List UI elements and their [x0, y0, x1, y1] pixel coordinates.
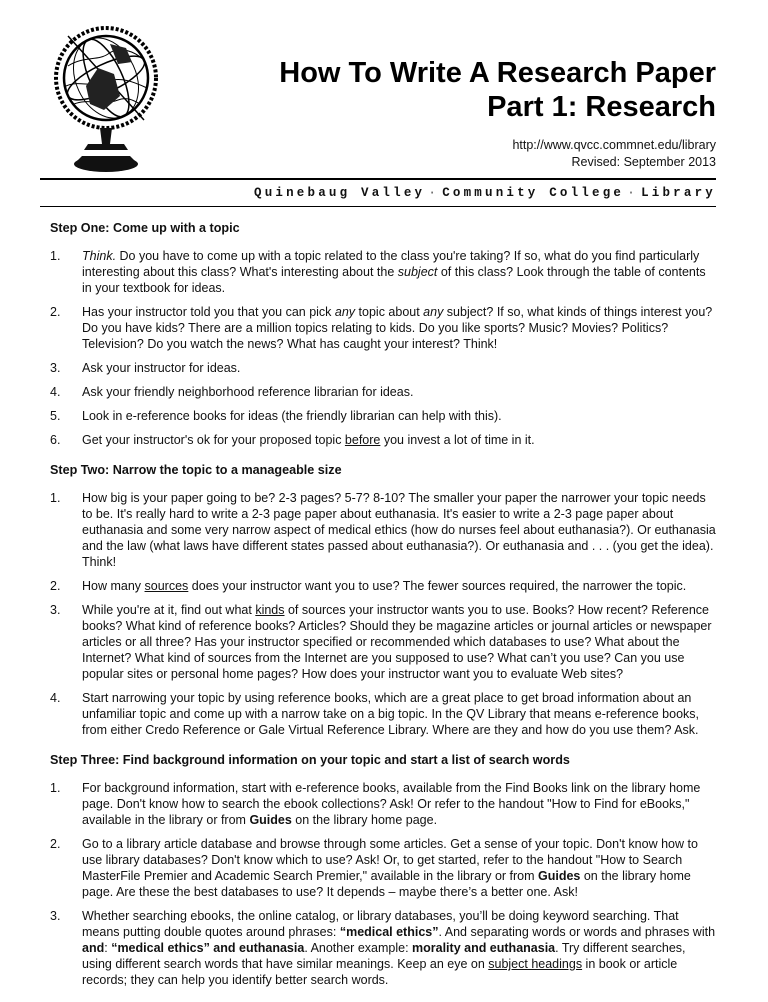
- list-item: [50, 384, 716, 400]
- bold-text: morality and euthanasia: [412, 941, 556, 955]
- banner-part-2: Community College: [442, 186, 625, 200]
- italic-text: Think.: [82, 249, 117, 263]
- list-number: 6.: [50, 433, 61, 447]
- text-run: you invest a lot of time in it.: [380, 433, 535, 447]
- list-number: 3.: [50, 603, 61, 617]
- text-run: While you're at it, find out what: [82, 603, 256, 617]
- list-number: 2.: [50, 305, 61, 319]
- list-number: 3.: [50, 909, 61, 923]
- list-item: [50, 432, 716, 448]
- list-number: 5.: [50, 409, 61, 423]
- list-number: 4.: [50, 385, 61, 399]
- text-run: . Try different searches, using different search words that have similar meanings. Keep an eye on: [82, 941, 686, 971]
- bold-text: “medical ethics” and euthanasia: [111, 941, 305, 955]
- italic-text: subject: [397, 265, 438, 279]
- list-item: [50, 490, 716, 570]
- document-body: [50, 220, 716, 1002]
- text-run: of sources your instructor wants you to use. Books? How recent? Reference books? What kind of reference books? Articles? Should they be magazine articles or journal articles or newspaper articles or all three? Has your instructor specified or recommended which databases to use? What about the Internet? What kind of sources from the Internet are you supposed to use? What can’t you use? Can you use popular sites or personal home pages? How does your instructor want you to evaluate Web sites?: [82, 603, 712, 681]
- globe-logo-icon: [48, 16, 160, 176]
- text-run: Has your instructor told you that you can pick: [82, 305, 335, 319]
- step-heading: Step Three: Find background information on your topic and start a list of search words: [50, 753, 570, 767]
- text-run: Whether searching ebooks, the online catalog, or library databases, you’ll be doing keyword searching. That means putting double quotes around phrases:: [82, 909, 679, 939]
- list-item: [50, 408, 716, 424]
- list-number: 4.: [50, 691, 61, 705]
- bold-text: Guides: [249, 813, 292, 827]
- title-line-2: Part 1: Research: [487, 91, 716, 123]
- list-number: 1.: [50, 491, 61, 505]
- banner-part-1: Quinebaug Valley: [254, 186, 426, 200]
- step-list: [50, 490, 716, 738]
- list-number: 2.: [50, 579, 61, 593]
- text-run: For background information, start with e-reference books, available from the Find Books link on the library home page. Don't know how to search the ebook collections? Ask! Or refer to the handout "How to Find for eBooks," available in the library or from: [82, 781, 701, 827]
- text-run: does your instructor want you to use? The fewer sources required, the narrower the topic.: [188, 579, 687, 593]
- text-run: of this class? Look through the table of contents in your textbook for ideas.: [82, 265, 706, 295]
- list-item: [50, 908, 716, 988]
- bold-text: Guides: [538, 869, 581, 883]
- title-line-1: How To Write A Research Paper: [279, 57, 716, 89]
- italic-text: any: [334, 305, 356, 319]
- list-item: [50, 248, 716, 296]
- text-run: How many: [82, 579, 145, 593]
- header-meta: [512, 137, 716, 171]
- list-number: 1.: [50, 781, 61, 795]
- bold-text: “medical ethics”: [339, 925, 439, 939]
- text-run: Ask your instructor for ideas.: [82, 361, 241, 375]
- banner-part-3: Library: [641, 186, 716, 200]
- list-item: [50, 304, 716, 352]
- list-item: [50, 690, 716, 738]
- text-run: on the library home page.: [291, 813, 438, 827]
- list-item: [50, 780, 716, 828]
- step-list: [50, 248, 716, 448]
- list-item: [50, 578, 716, 594]
- page-title: [279, 56, 716, 124]
- banner-separator-1: ·: [428, 186, 440, 200]
- text-run: Start narrowing your topic by using reference books, which are a great place to get broad information about an unfamiliar topic and come up with a narrow take on a big topic. In the QV Library that means e-reference books, from either Credo Reference or Gale Virtual Reference Library. Where are they and how do you use them? Ask.: [82, 691, 699, 737]
- list-item: [50, 836, 716, 900]
- text-run: topic about: [355, 305, 424, 319]
- list-item: [50, 602, 716, 682]
- text-run: on the library home page. Are these the best databases to use? It depends – maybe there’s a better one. Ask!: [82, 869, 691, 899]
- underlined-text: before: [344, 433, 381, 447]
- banner-separator-2: ·: [627, 186, 638, 200]
- step-heading: Step One: Come up with a topic: [50, 221, 240, 235]
- text-run: Get your instructor's ok for your proposed topic: [82, 433, 345, 447]
- header-rule-bottom: [40, 206, 716, 207]
- list-number: 1.: [50, 249, 61, 263]
- library-url[interactable]: http://www.qvcc.commnet.edu/library: [512, 138, 716, 152]
- bold-text: and: [82, 941, 105, 955]
- underlined-text: subject headings: [488, 957, 583, 971]
- text-run: :: [104, 941, 112, 955]
- text-run: Ask your friendly neighborhood reference librarian for ideas.: [82, 385, 414, 399]
- list-number: 2.: [50, 837, 61, 851]
- text-run: Do you have to come up with a topic related to the class you're taking? If so, what do you find particularly interesting about this class? What's interesting about the: [82, 249, 700, 279]
- header-rule-top: [40, 178, 716, 180]
- list-item: [50, 360, 716, 376]
- college-banner: [254, 186, 716, 200]
- step-list: [50, 780, 716, 988]
- underlined-text: kinds: [255, 603, 285, 617]
- step-heading: Step Two: Narrow the topic to a manageable size: [50, 463, 342, 477]
- list-number: 3.: [50, 361, 61, 375]
- revised-date: Revised: September 2013: [571, 155, 716, 169]
- underlined-text: sources: [144, 579, 189, 593]
- text-run: in book or article records; they can help you identify better search words.: [82, 957, 678, 987]
- italic-text: any: [423, 305, 444, 319]
- text-run: . Another example:: [304, 941, 413, 955]
- text-run: subject? If so, what kinds of things interest you? Do you have kids? There are a million topics relating to kids. Do you like sports? Music? Movies? Politics? Television? Do you watch the news? What has caught your interest? Think!: [82, 305, 713, 351]
- text-run: Go to a library article database and browse through some articles. Get a sense of your topic. Don't know how to use library databases? Don't know which to use? Ask! Or, to get started, refer to the handout "How to Search MasterFile Premier and Academic Search Premier," available in the library or from: [82, 837, 698, 883]
- text-run: How big is your paper going to be? 2-3 pages? 5-7? 8-10? The smaller your paper the narrower your topic needs to be. It's really hard to write a 2-3 page paper about euthanasia. It's easier to write a 2-3 page paper about euthanasia and some very narrow aspect of medical ethics (how do nurses feel about euthanasia?). Or euthanasia and the law (what laws have different states passed about euthanasia?). Or euthanasia and . . . (you get the idea). Think!: [82, 491, 716, 569]
- text-run: Look in e-reference books for ideas (the friendly librarian can help with this).: [82, 409, 502, 423]
- text-run: . And separating words or words and phrases with: [438, 925, 716, 939]
